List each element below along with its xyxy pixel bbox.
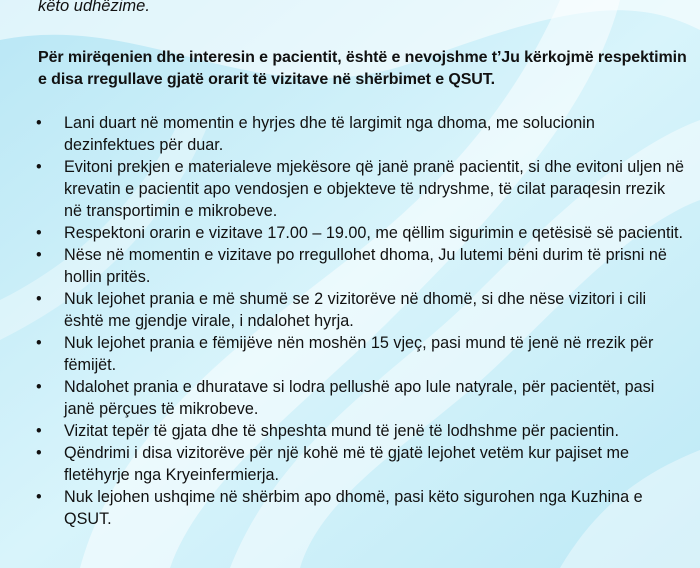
rule-text: Respektoni orarin e vizitave 17.00 – 19.00, me qëllim sigurimin e qetësisë së pacientit. xyxy=(64,224,684,242)
rule-text: Nuk lejohet prania e më shumë se 2 vizitorëve në dhomë, si dhe nëse vizitori i cili është me gjendje virale, i ndalohet hyrja. xyxy=(64,290,647,330)
bullet-icon: • xyxy=(36,246,42,264)
rule-item xyxy=(0,442,700,486)
rule-text: Vizitat tepër të gjata dhe të shpeshta mund të jenë të lodhshme për pacientin. xyxy=(64,422,619,440)
bullet-icon: • xyxy=(36,114,42,132)
rule-text: Evitoni prekjen e materialeve mjekësore që janë pranë pacientit, si dhe evitoni uljen në krevatin e pacientit apo vendosjen e objekteve të ndryshme, të cilat paraqesin rrezik në transportimin e mikrobeve. xyxy=(64,158,684,220)
rule-text: Nuk lejohen ushqime në shërbim apo dhomë, pasi këto sigurohen nga Kuzhina e QSUT. xyxy=(64,488,643,528)
rule-text: Lani duart në momentin e hyrjes dhe të largimit nga dhoma, me solucionin dezinfektues për duar. xyxy=(64,114,595,154)
bullet-icon: • xyxy=(36,334,42,352)
notice-heading: Për mirëqenien dhe interesin e pacientit, është e nevojshme t’Ju kërkojmë respektimin e disa rregullave gjatë orarit të vizitave në shërbimet e QSUT. xyxy=(38,49,687,88)
rule-text: Ndalohet prania e dhuratave si lodra pellushë apo lule natyrale, për pacientët, pasi janë përçues të mikrobeve. xyxy=(64,378,655,418)
bullet-icon: • xyxy=(36,444,42,462)
bullet-icon: • xyxy=(36,422,42,440)
rule-text: Nëse në momentin e vizitave po rregullohet dhoma, Ju lutemi bëni durim të prisni në hollin pritës. xyxy=(64,246,667,286)
bullet-icon: • xyxy=(36,290,42,308)
bullet-icon: • xyxy=(36,488,42,506)
rule-text: Nuk lejohet prania e fëmijëve nën moshën 15 vjeç, pasi mund të jenë në rrezik për fëmijët. xyxy=(64,334,654,374)
rule-item xyxy=(0,332,700,376)
rule-item xyxy=(0,376,700,420)
rule-item xyxy=(0,112,700,156)
rule-item xyxy=(0,288,700,332)
bullet-icon: • xyxy=(36,158,42,176)
bullet-icon: • xyxy=(36,378,42,396)
rule-item xyxy=(0,156,700,222)
bullet-icon: • xyxy=(36,224,42,242)
rule-item xyxy=(0,222,700,244)
rule-text: Qëndrimi i disa vizitorëve për një kohë më të gjatë lejohet vetëm kur pajiset me fletëhyrje nga Kryeinfermierja. xyxy=(64,444,630,484)
rule-item xyxy=(0,420,700,442)
rules-list xyxy=(0,112,700,530)
rule-item xyxy=(0,486,700,530)
intro-tail-text: këto udhëzime. xyxy=(38,0,150,15)
rule-item xyxy=(0,244,700,288)
